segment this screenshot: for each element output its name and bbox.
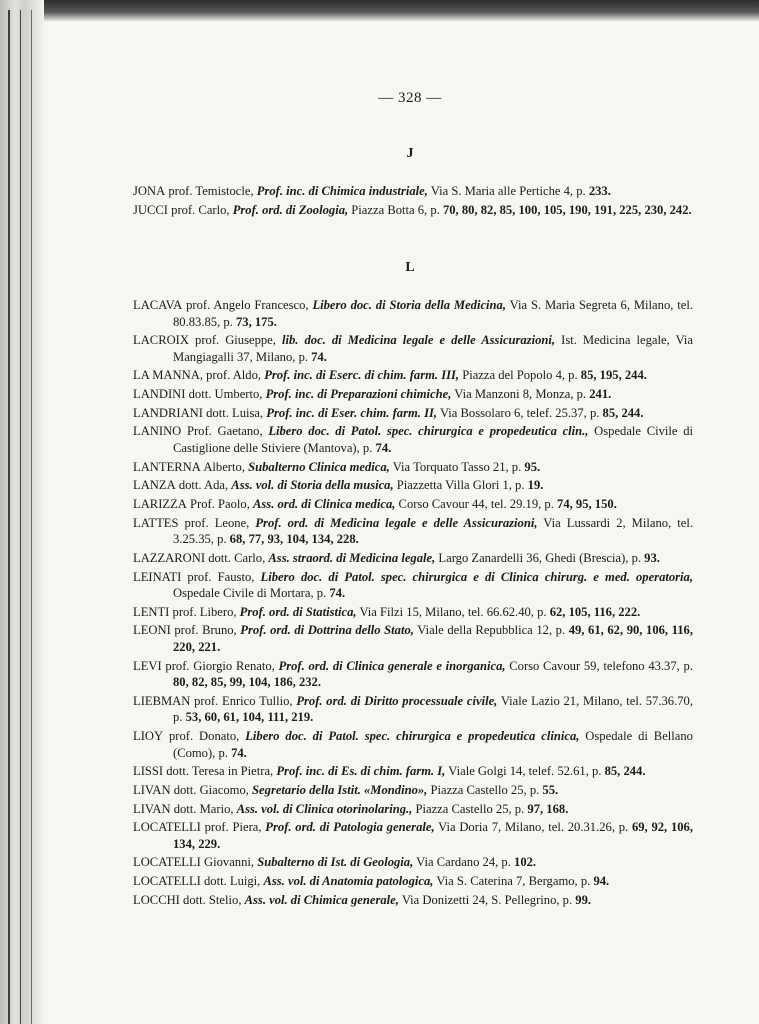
entry-title-firstname: prof. Leone,	[178, 515, 256, 530]
entry-academic-role: Prof. inc. di Chimica industriale,	[256, 184, 428, 198]
entry-page-refs: 73, 175.	[235, 314, 277, 329]
entry-address: Ist. Medicina legale, Via Mangiagalli 37, Milano, p.	[173, 333, 694, 364]
index-entry	[133, 459, 693, 476]
entry-academic-role: Subalterno di Ist. di Geologia,	[257, 855, 414, 870]
entry-title-firstname: Prof. Paolo,	[186, 497, 253, 511]
entry-surname: LANTERNA	[133, 459, 201, 474]
entry-address: Via Manzoni 8, Monza, p.	[451, 387, 590, 402]
index-entry	[133, 622, 693, 655]
entry-surname: LATTES	[133, 515, 179, 530]
entry-academic-role: Libero doc. di Patol. spec. chirurgica e di Clinica chirurg. e med. operatoria,	[260, 569, 694, 584]
entry-academic-role: Prof. ord. di Clinica generale e inorganica,	[278, 658, 506, 673]
entry-title-firstname: prof. Donato,	[163, 729, 246, 743]
entry-surname: LAZZARONI	[133, 550, 206, 565]
spine-line	[8, 10, 10, 1024]
spine-line	[20, 10, 21, 1024]
entry-address: Via Doria 7, Milano, tel. 20.31.26, p.	[434, 820, 632, 835]
entry-page-refs: 53, 60, 61, 104, 111, 219.	[185, 710, 314, 725]
index-entry	[133, 693, 693, 726]
entry-address: Via S. Caterina 7, Bergamo, p.	[433, 874, 594, 889]
entry-page-refs: 85, 195, 244.	[580, 368, 647, 383]
entry-address: Via S. Maria alle Pertiche 4, p.	[427, 184, 589, 198]
entry-address: Via Lussardi 2, Milano, tel. 3.25.35, p.	[173, 515, 693, 547]
entry-surname: LACROIX	[133, 333, 189, 348]
index-entry	[133, 386, 693, 403]
entry-page-refs: 97, 168.	[527, 801, 569, 816]
entry-address: Via Filzi 15, Milano, tel. 66.62.40, p.	[356, 604, 550, 619]
entry-surname: LIVAN	[133, 801, 171, 816]
entry-academic-role: Ass. vol. di Storia della musica,	[231, 478, 394, 493]
section-j-entries	[133, 183, 693, 220]
index-entry	[133, 183, 693, 200]
entry-address: Corso Cavour 44, tel. 29.19, p.	[395, 497, 558, 511]
entry-surname: LISSI	[133, 764, 164, 779]
entry-academic-role: Prof. inc. di Eserc. di chim. farm. III,	[264, 368, 460, 383]
index-entry	[133, 782, 693, 799]
entry-page-refs: 74.	[329, 586, 346, 601]
entry-page-refs: 74, 95, 150.	[557, 497, 617, 511]
entry-academic-role: Libero doc. di Patol. spec. chirurgica e propedeutica clin.,	[268, 424, 589, 439]
index-entry	[133, 297, 693, 330]
entry-academic-role: Prof. ord. di Statistica,	[239, 604, 357, 619]
entry-surname: LEVI	[133, 658, 162, 673]
entry-academic-role: Prof. inc. di Preparazioni chimiche,	[265, 387, 452, 402]
entry-address: Corso Cavour 59, telefono 43.37, p.	[505, 658, 693, 673]
entry-academic-role: Ass. straord. di Medicina legale,	[268, 550, 436, 565]
index-entry	[133, 496, 693, 513]
entry-address: Piazzetta Villa Glori 1, p.	[393, 478, 528, 493]
entry-surname: LOCCHI	[133, 892, 180, 907]
index-entry	[133, 550, 693, 567]
entry-page-refs: 95.	[524, 459, 541, 474]
entry-page-refs: 55.	[542, 782, 559, 797]
entry-title-firstname: prof. Giuseppe,	[188, 333, 282, 348]
entry-page-refs: 62, 105, 116, 222.	[549, 604, 641, 619]
index-entry	[133, 405, 693, 422]
entry-surname: LARIZZA	[133, 497, 187, 511]
index-entry	[133, 873, 693, 890]
entry-address: Piazza Botta 6, p.	[348, 202, 443, 217]
entry-academic-role: Libero doc. di Patol. spec. chirurgica e propedeutica clinica,	[245, 729, 580, 743]
entry-page-refs: 94.	[593, 874, 610, 889]
entry-academic-role: Ass. vol. di Chimica generale,	[244, 892, 399, 907]
index-entry	[133, 332, 693, 365]
entry-academic-role: Segretario della Istit. «Mondino»,	[252, 782, 428, 797]
entry-surname: LANINO	[133, 424, 182, 439]
entry-page-refs: 19.	[527, 478, 544, 493]
page-number: — 328 —	[378, 90, 442, 106]
entry-page-refs: 85, 244.	[602, 405, 644, 420]
entry-address: Viale della Repubblica 12, p.	[413, 623, 569, 638]
entry-title-firstname: dott. Ada,	[175, 478, 232, 493]
entry-address: Piazza Castello 25, p.	[427, 782, 543, 797]
index-entry	[133, 801, 693, 818]
entry-surname: LEINATI	[133, 569, 182, 584]
index-entry	[133, 423, 693, 456]
index-entry	[133, 728, 693, 761]
entry-title-firstname: prof. Bruno,	[170, 623, 241, 638]
scan-top-edge	[0, 0, 759, 22]
entry-page-refs: 69, 92, 106, 134, 229.	[173, 820, 693, 851]
entry-academic-role: Prof. inc. di Eser. chim. farm. II,	[266, 405, 438, 420]
entry-page-refs: 233.	[588, 184, 611, 198]
entry-page-refs: 49, 61, 62, 90, 106, 116, 220, 221.	[173, 623, 693, 654]
entry-page-refs: 68, 77, 93, 104, 134, 228.	[229, 532, 359, 547]
entry-title-firstname: prof. Enrico Tullio,	[190, 693, 297, 708]
entry-title-firstname: dott. Luigi,	[200, 874, 264, 889]
entry-address: Via Cardano 24, p.	[413, 855, 515, 870]
index-entry	[133, 854, 693, 871]
entry-address: Largo Zanardelli 36, Ghedi (Brescia), p.	[435, 550, 645, 565]
entry-academic-role: Libero doc. di Storia della Medicina,	[312, 298, 506, 312]
entry-academic-role: Ass. vol. di Anatomia patologica,	[263, 874, 434, 889]
entry-academic-role: Prof. ord. di Patologia generale,	[265, 820, 435, 835]
entry-page-refs: 99.	[575, 892, 592, 907]
entry-academic-role: Subalterno Clinica medica,	[248, 459, 390, 474]
entry-academic-role: Prof. ord. di Medicina legale e delle Assicurazioni,	[255, 515, 538, 530]
entry-title-firstname: dott. Umberto,	[185, 387, 266, 402]
entry-surname: LOCATELLI	[133, 820, 201, 835]
entry-surname: LEONI	[133, 623, 171, 638]
entry-academic-role: Prof. ord. di Dottrina dello Stato,	[240, 623, 414, 638]
entry-academic-role: lib. doc. di Medicina legale e delle Assicurazioni,	[281, 333, 556, 348]
entry-address: Via S. Maria Segreta 6, Milano, tel. 80.83.85, p.	[173, 298, 693, 329]
entry-title-firstname: prof. Giorgio Renato,	[161, 658, 279, 673]
entry-academic-role: Ass. vol. di Clinica otorinolaring.,	[236, 801, 413, 816]
section-letter-l: L	[405, 260, 415, 275]
entry-title-firstname: prof. Piera,	[200, 820, 266, 835]
entry-page-refs: 70, 80, 82, 85, 100, 105, 190, 191, 225, 230, 242.	[442, 202, 692, 217]
index-entry	[133, 367, 693, 384]
entry-surname: LIEBMAN	[133, 693, 191, 708]
entry-title-firstname: Alberto,	[200, 459, 249, 474]
entry-academic-role: Prof. ord. di Zoologia,	[232, 202, 349, 217]
entry-surname: LIVAN	[133, 782, 171, 797]
entry-title-firstname: Giovanni,	[200, 855, 258, 870]
entry-surname: JUCCI	[133, 202, 168, 217]
entry-address: Ospedale Civile di Mortara, p.	[173, 586, 330, 601]
entry-page-refs: 80, 82, 85, 99, 104, 186, 232.	[173, 675, 321, 690]
entry-academic-role: Prof. inc. di Es. di chim. farm. I,	[276, 764, 446, 779]
entry-title-firstname: prof. Fausto,	[181, 569, 261, 584]
entry-surname: LANDRIANI	[133, 405, 203, 420]
entry-title-firstname: prof. Carlo,	[168, 202, 233, 217]
section-l-entries	[133, 297, 693, 911]
entry-page-refs: 93.	[644, 550, 660, 565]
index-entry	[133, 763, 693, 780]
entry-surname: LIOY	[133, 729, 164, 743]
entry-address: Via Bossolaro 6, telef. 25.37, p.	[437, 405, 603, 420]
entry-address: Ospedale di Bellano (Como), p.	[173, 729, 693, 760]
entry-page-refs: 241.	[589, 387, 612, 402]
entry-academic-role: Ass. ord. di Clinica medica,	[253, 497, 396, 511]
entry-title-firstname: Prof. Gaetano,	[181, 424, 269, 439]
entry-surname: JONA	[133, 184, 166, 198]
entry-page-refs: 74.	[231, 745, 247, 760]
entry-title-firstname: dott. Teresa in Pietra,	[163, 764, 277, 779]
entry-surname: LOCATELLI	[133, 855, 201, 870]
entry-title-firstname: dott. Stelio,	[179, 892, 245, 907]
entry-address: Ospedale Civile di Castiglione delle Stiviere (Mantova), p.	[173, 424, 693, 455]
entry-page-refs: 74.	[375, 440, 392, 455]
index-entry	[133, 202, 693, 219]
index-entry	[133, 658, 693, 691]
section-letter-j: J	[406, 146, 414, 161]
index-entry	[133, 892, 693, 909]
entry-surname: LENTI	[133, 604, 170, 619]
entry-surname: LANDINI	[133, 387, 186, 402]
entry-page-refs: 102.	[514, 855, 537, 870]
index-entry	[133, 569, 693, 602]
entry-title-firstname: dott. Carlo,	[205, 550, 269, 565]
index-entry	[133, 477, 693, 494]
entry-address: Piazza Castello 25, p.	[412, 801, 528, 816]
entry-title-firstname: dott. Luisa,	[202, 405, 267, 420]
entry-title-firstname: prof. Libero,	[169, 604, 240, 619]
spine-line	[31, 10, 32, 1024]
index-entry	[133, 515, 693, 548]
entry-academic-role: Prof. ord. di Diritto processuale civile,	[296, 693, 498, 708]
entry-title-firstname: prof. Aldo,	[202, 368, 265, 383]
entry-address: Viale Golgi 14, telef. 52.61, p.	[445, 764, 605, 779]
entry-title-firstname: prof. Angelo Francesco,	[182, 298, 313, 312]
entry-surname: LOCATELLI	[133, 874, 201, 889]
entry-address: Via Torquato Tasso 21, p.	[389, 459, 525, 474]
entry-title-firstname: prof. Temistocle,	[165, 184, 257, 198]
entry-page-refs: 85, 244.	[604, 764, 646, 779]
index-entry	[133, 819, 693, 852]
entry-page-refs: 74.	[311, 349, 327, 364]
entry-title-firstname: dott. Mario,	[170, 801, 237, 816]
entry-address: Via Donizetti 24, S. Pellegrino, p.	[398, 892, 576, 907]
entry-surname: LANZA	[133, 478, 176, 493]
entry-address: Viale Lazio 21, Milano, tel. 57.36.70, p.	[173, 693, 693, 725]
index-entry	[133, 604, 693, 621]
entry-address: Piazza del Popolo 4, p.	[459, 368, 581, 383]
entry-surname: LACAVA	[133, 298, 183, 312]
entry-surname: LA MANNA,	[133, 368, 203, 383]
entry-title-firstname: dott. Giacomo,	[170, 782, 253, 797]
